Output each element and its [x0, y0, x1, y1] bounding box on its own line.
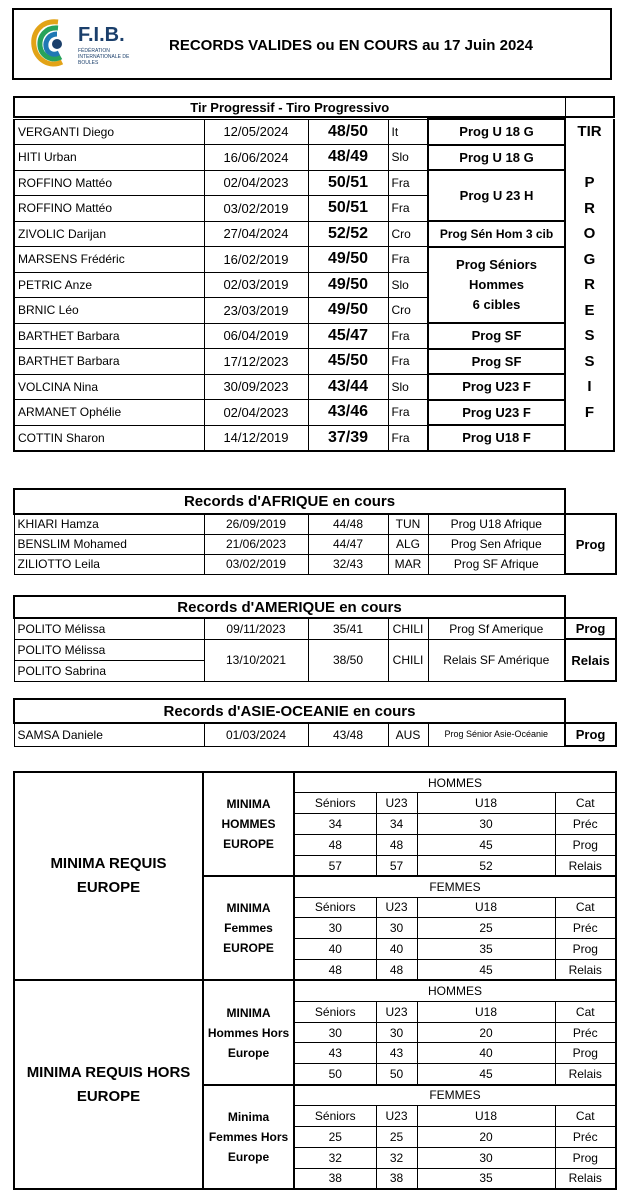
minima-cell: Préc	[555, 1126, 616, 1147]
athlete-name: HITI Urban	[14, 145, 204, 171]
cat-u18g: Prog U 18 G	[428, 119, 565, 145]
side-letter: G	[583, 250, 596, 268]
table-row	[14, 554, 616, 574]
col-u18: U18	[417, 1001, 555, 1022]
cat-u23f: Prog U23 F	[428, 374, 565, 400]
record-score: 48/49	[308, 145, 388, 171]
minima-cell: 30	[376, 1022, 417, 1043]
nationality: Fra	[388, 247, 428, 273]
nationality: Fra	[388, 170, 428, 196]
minima-cell: 38	[376, 1168, 417, 1189]
minima-cell: 40	[417, 1043, 555, 1064]
afrique-table	[13, 488, 617, 575]
side-letter: TIR	[577, 123, 602, 140]
record-date: 09/11/2023	[204, 618, 308, 639]
nationality: Fra	[388, 349, 428, 375]
minima-cell: 52	[417, 855, 555, 876]
record-score: 44/48	[308, 514, 388, 534]
record-score: 48/50	[308, 119, 388, 145]
side-letter: F	[584, 403, 595, 421]
nationality: AUS	[388, 723, 428, 746]
minima-cell: Relais	[555, 1064, 616, 1085]
athlete-name: COTTIN Sharon	[14, 425, 204, 451]
athlete-name: BARTHET Barbara	[14, 349, 204, 375]
table-row	[14, 400, 614, 426]
athlete-name: ZILIOTTO Leila	[14, 554, 204, 574]
progressif-title: Tir Progressif - Tiro Progressivo	[14, 97, 565, 117]
side-letter: P	[584, 174, 595, 191]
nationality: Cro	[388, 221, 428, 247]
minima-cell: Prog	[555, 1147, 616, 1168]
table-row	[14, 534, 616, 554]
record-score: 50/51	[308, 196, 388, 222]
record-date: 01/03/2024	[204, 723, 308, 746]
minima-cell: 35	[417, 1168, 555, 1189]
logo-subtext: FÉDÉRATION INTERNATIONALE DE BOULES	[78, 48, 130, 66]
record-date: 02/03/2019	[204, 272, 308, 298]
nationality: CHILI	[388, 639, 428, 681]
progressif-table	[13, 96, 615, 118]
minima-cell: Relais	[555, 855, 616, 876]
minima-cell: 43	[376, 1043, 417, 1064]
minima-cell: 45	[417, 835, 555, 856]
minima-europe-label: MINIMA REQUIS EUROPE	[14, 772, 203, 980]
minima-cell: 48	[294, 960, 376, 981]
nationality: Slo	[388, 145, 428, 171]
cat-line: Hommes	[469, 276, 524, 292]
record-score: 49/50	[308, 272, 388, 298]
record-date: 16/02/2019	[204, 247, 308, 273]
athlete-name: POLITO Sabrina	[14, 660, 204, 681]
minima-cell: 38	[294, 1168, 376, 1189]
afrique-title: Records d'AFRIQUE en cours	[14, 489, 565, 514]
table-row	[14, 221, 614, 247]
minima-block-label: MINIMA Femmes EUROPE	[203, 876, 294, 980]
record-score: 43/44	[308, 374, 388, 400]
minima-cell: 20	[417, 1126, 555, 1147]
athlete-name: ROFFINO Mattéo	[14, 196, 204, 222]
athlete-name: POLITO Mélissa	[14, 639, 204, 660]
category: Prog Sen Afrique	[428, 534, 565, 554]
athlete-name: VOLCINA Nina	[14, 374, 204, 400]
record-date: 12/05/2024	[204, 119, 308, 145]
record-score: 45/47	[308, 323, 388, 349]
amerique-title: Records d'AMERIQUE en cours	[14, 596, 565, 618]
record-date: 03/02/2019	[204, 196, 308, 222]
record-date: 02/04/2023	[204, 170, 308, 196]
col-u23: U23	[376, 1001, 417, 1022]
nationality: Fra	[388, 323, 428, 349]
minima-gender-header: FEMMES	[294, 876, 616, 897]
athlete-name: MARSENS Frédéric	[14, 247, 204, 273]
col-seniors: Séniors	[294, 897, 376, 918]
logo-text: F.I.B.	[78, 24, 125, 46]
minima-cell: 30	[417, 1147, 555, 1168]
athlete-name: ZIVOLIC Darijan	[14, 221, 204, 247]
nationality: Slo	[388, 272, 428, 298]
table-row	[14, 425, 614, 451]
afrique-side-label: Prog	[565, 514, 616, 574]
minima-hors-europe-label: MINIMA REQUIS HORS EUROPE	[14, 980, 203, 1188]
record-score: 37/39	[308, 425, 388, 451]
athlete-name: SAMSA Daniele	[14, 723, 204, 746]
minima-cell: Préc	[555, 814, 616, 835]
side-letter: S	[584, 352, 595, 370]
record-score: 52/52	[308, 221, 388, 247]
nationality: Fra	[388, 196, 428, 222]
progressif-side-label	[565, 119, 614, 451]
record-score: 44/47	[308, 534, 388, 554]
minima-gender-header: FEMMES	[294, 1085, 616, 1106]
table-row	[14, 374, 614, 400]
nationality: ALG	[388, 534, 428, 554]
minima-cell: Relais	[555, 960, 616, 981]
asie-side-label: Prog	[565, 723, 616, 746]
table-row	[14, 323, 614, 349]
amerique-side-relais: Relais	[565, 639, 616, 681]
athlete-name: BENSLIM Mohamed	[14, 534, 204, 554]
table-row	[14, 618, 616, 639]
table-row	[14, 639, 616, 660]
minima-cell: Relais	[555, 1168, 616, 1189]
nationality: TUN	[388, 514, 428, 534]
minima-cell: 43	[294, 1043, 376, 1064]
col-u18: U18	[417, 897, 555, 918]
athlete-name: BARTHET Barbara	[14, 323, 204, 349]
minima-cell: 35	[417, 939, 555, 960]
minima-cell: Préc	[555, 1022, 616, 1043]
minima-gender-header: HOMMES	[294, 980, 616, 1001]
record-date: 26/09/2019	[204, 514, 308, 534]
side-letter: S	[584, 327, 595, 344]
record-score: 43/48	[308, 723, 388, 746]
record-date: 16/06/2024	[204, 145, 308, 171]
record-date: 30/09/2023	[204, 374, 308, 400]
athlete-name: BRNIC Léo	[14, 298, 204, 324]
minima-cell: Prog	[555, 835, 616, 856]
table-row	[14, 170, 614, 196]
cat-sf: Prog SF	[428, 349, 565, 375]
minima-cell: 34	[294, 814, 376, 835]
athlete-name: ARMANET Ophélie	[14, 400, 204, 426]
col-u23: U23	[376, 1106, 417, 1127]
minima-cell: 25	[376, 1126, 417, 1147]
minima-cell: 30	[417, 814, 555, 835]
cat-line: Prog Séniors	[456, 256, 537, 272]
table-row	[14, 349, 614, 375]
category: Prog U18 Afrique	[428, 514, 565, 534]
record-date: 21/06/2023	[204, 534, 308, 554]
col-u23: U23	[376, 897, 417, 918]
cat-line: 6 cibles	[472, 296, 521, 312]
col-seniors: Séniors	[294, 793, 376, 814]
minima-cell: 48	[376, 835, 417, 856]
cat-sf: Prog SF	[428, 323, 565, 349]
table-row	[14, 514, 616, 534]
minima-cell: 32	[376, 1147, 417, 1168]
side-letter: E	[584, 301, 595, 319]
fib-emblem-icon	[28, 16, 74, 72]
nationality: MAR	[388, 554, 428, 574]
asie-table	[13, 698, 617, 747]
minima-cell: 57	[294, 855, 376, 876]
table-row	[14, 723, 616, 746]
record-score: 45/50	[308, 349, 388, 375]
athlete-name: PETRIC Anze	[14, 272, 204, 298]
progressif-records	[13, 118, 615, 452]
cat-senhom6	[428, 247, 565, 324]
record-score: 43/46	[308, 400, 388, 426]
record-date: 03/02/2019	[204, 554, 308, 574]
record-date: 13/10/2021	[204, 639, 308, 681]
col-cat: Cat	[555, 793, 616, 814]
minima-cell: 30	[294, 918, 376, 939]
minima-cell: 50	[376, 1064, 417, 1085]
side-letter: R	[584, 199, 595, 217]
nationality: It	[388, 119, 428, 145]
cat-u18f: Prog U18 F	[428, 425, 565, 451]
header-box	[12, 8, 612, 80]
minima-cell: 34	[376, 814, 417, 835]
col-u23: U23	[376, 793, 417, 814]
athlete-name: KHIARI Hamza	[14, 514, 204, 534]
record-score: 35/41	[308, 618, 388, 639]
amerique-table	[13, 595, 617, 682]
minima-cell: 48	[294, 835, 376, 856]
record-date: 06/04/2019	[204, 323, 308, 349]
minima-cell: 45	[417, 1064, 555, 1085]
nationality: CHILI	[388, 618, 428, 639]
table-row	[14, 119, 614, 145]
record-date: 23/03/2019	[204, 298, 308, 324]
minima-cell: 20	[417, 1022, 555, 1043]
nationality: Slo	[388, 374, 428, 400]
category: Prog Sénior Asie-Océanie	[428, 723, 565, 746]
athlete-name: VERGANTI Diego	[14, 119, 204, 145]
cat-senhom3: Prog Sén Hom 3 cib	[428, 221, 565, 247]
record-score: 38/50	[308, 639, 388, 681]
record-date: 02/04/2023	[204, 400, 308, 426]
nationality: Fra	[388, 425, 428, 451]
col-u18: U18	[417, 793, 555, 814]
record-date: 14/12/2019	[204, 425, 308, 451]
athlete-name: POLITO Mélissa	[14, 618, 204, 639]
col-cat: Cat	[555, 1106, 616, 1127]
amerique-side-prog: Prog	[565, 618, 616, 639]
cat-u18g: Prog U 18 G	[428, 145, 565, 171]
minima-cell: Prog	[555, 939, 616, 960]
record-date: 17/12/2023	[204, 349, 308, 375]
col-u18: U18	[417, 1106, 555, 1127]
minima-table	[13, 771, 617, 1190]
minima-cell: 25	[417, 918, 555, 939]
category: Prog SF Afrique	[428, 554, 565, 574]
col-seniors: Séniors	[294, 1106, 376, 1127]
col-cat: Cat	[555, 1001, 616, 1022]
minima-block-label: MINIMA Hommes Hors Europe	[203, 980, 294, 1084]
side-letter: R	[584, 276, 595, 293]
nationality: Fra	[388, 400, 428, 426]
minima-cell: 25	[294, 1126, 376, 1147]
minima-cell: Prog	[555, 1043, 616, 1064]
minima-block-label: MINIMA HOMMES EUROPE	[203, 772, 294, 876]
asie-title: Records d'ASIE-OCEANIE en cours	[14, 699, 565, 723]
record-score: 32/43	[308, 554, 388, 574]
minima-cell: 57	[376, 855, 417, 876]
col-cat: Cat	[555, 897, 616, 918]
category: Prog Sf Amerique	[428, 618, 565, 639]
nationality: Cro	[388, 298, 428, 324]
cat-u23h: Prog U 23 H	[428, 170, 565, 221]
table-row	[14, 247, 614, 273]
table-row	[14, 145, 614, 171]
athlete-name: ROFFINO Mattéo	[14, 170, 204, 196]
minima-cell: Préc	[555, 918, 616, 939]
fib-logo	[28, 16, 138, 72]
record-score: 49/50	[308, 247, 388, 273]
record-score: 49/50	[308, 298, 388, 324]
minima-cell: 50	[294, 1064, 376, 1085]
minima-block-label: Minima Femmes Hors Europe	[203, 1085, 294, 1189]
category: Relais SF Amérique	[428, 639, 565, 681]
minima-cell: 30	[376, 918, 417, 939]
record-score: 50/51	[308, 170, 388, 196]
minima-cell: 40	[376, 939, 417, 960]
record-date: 27/04/2024	[204, 221, 308, 247]
minima-cell: 48	[376, 960, 417, 981]
minima-gender-header: HOMMES	[294, 772, 616, 793]
side-letter: O	[583, 225, 596, 242]
col-seniors: Séniors	[294, 1001, 376, 1022]
minima-cell: 30	[294, 1022, 376, 1043]
minima-cell: 32	[294, 1147, 376, 1168]
minima-cell: 45	[417, 960, 555, 981]
page-title: RECORDS VALIDES ou EN COURS au 17 Juin 2024	[169, 37, 533, 54]
cat-u23f: Prog U23 F	[428, 400, 565, 426]
side-letter: I	[587, 378, 592, 395]
minima-cell: 40	[294, 939, 376, 960]
